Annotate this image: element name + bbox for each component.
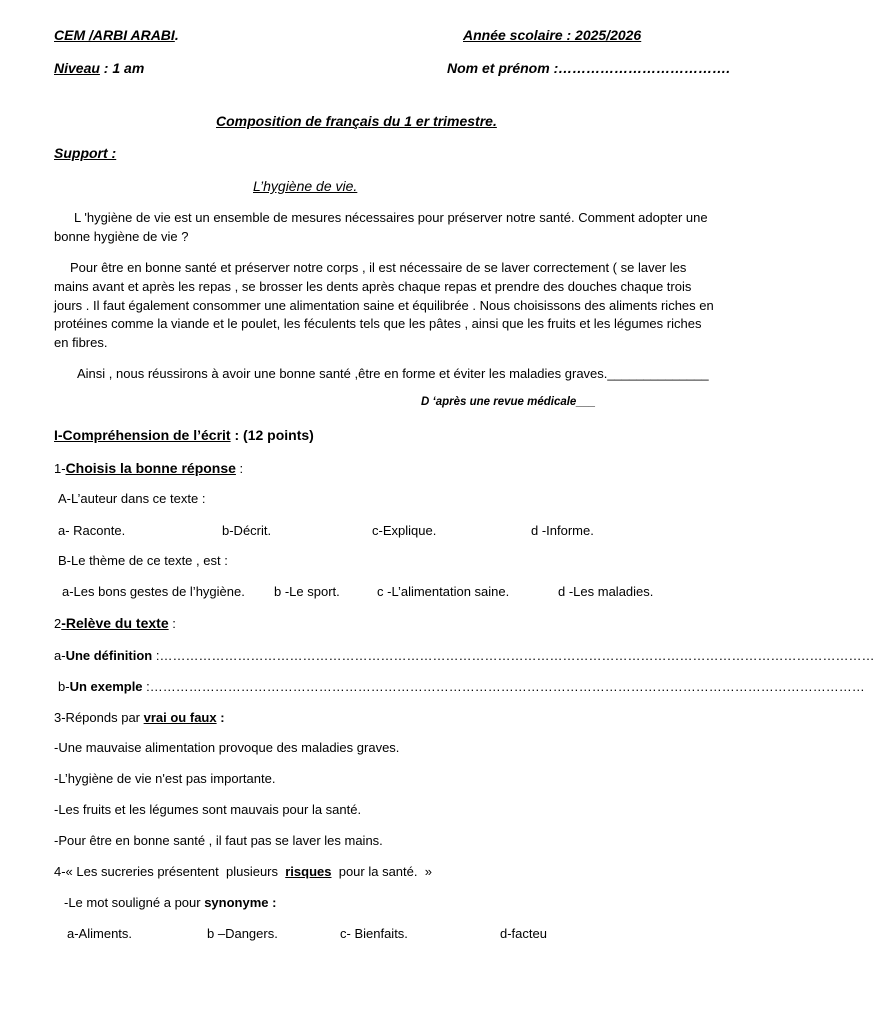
level-label: Niveau <box>54 60 100 76</box>
question-1a-option-c[interactable]: c-Explique. <box>372 523 437 538</box>
question-4-prefix: 4-« Les sucreries présentent plusieurs <box>54 864 286 879</box>
question-1a-prompt: A-L’auteur dans ce texte : <box>58 491 206 506</box>
question-1-label: Choisis la bonne réponse <box>65 460 236 476</box>
support-label: Support : <box>54 145 117 161</box>
question-2a-answer-line[interactable]: :………………………………………………………………………………………………………………………………………………… <box>152 648 874 663</box>
question-2b-prefix: b- <box>58 679 70 694</box>
question-2-label: -Relève du texte <box>61 615 169 631</box>
question-2a-label: Une définition <box>65 648 153 663</box>
question-2a-prefix: a- <box>54 648 66 663</box>
paragraph-3-text: Ainsi , nous réussirons à avoir une bonne santé ,être en forme et éviter les maladies graves. <box>77 366 608 381</box>
question-3-prefix: 3-Réponds par <box>54 710 144 725</box>
question-3 <box>54 710 225 725</box>
question-1-colon: : <box>235 461 244 476</box>
question-4-instruction-prefix: -Le mot souligné a pour <box>64 895 205 910</box>
student-name-field: Nom et prénom :………………………………. <box>447 60 731 76</box>
question-1a-option-d[interactable]: d -Informe. <box>531 523 594 538</box>
paragraph-2: Pour être en bonne santé et préserver notre corps , il est nécessaire de se laver correctement ( se laver les mains avant et après les repas , se brosser les dents après chaque repas et prendre des douches chaque trois jours . Il faut également consommer une alimentation saine et équilibrée . Nous choisissons des aliments riches en protéines comme la viande et le poulet, les féculents tels que les pâtes , ainsi que les fruits et les légumes riches en fibres. <box>54 260 714 351</box>
school-name-dot: . <box>174 27 179 43</box>
question-1a-option-a[interactable]: a- Raconte. <box>58 523 126 538</box>
question-3-item-3: -Les fruits et les légumes sont mauvais pour la santé. <box>54 802 362 817</box>
question-1b-prompt: B-Le thème de ce texte , est : <box>58 553 228 568</box>
section-comprehension <box>54 427 314 443</box>
text-title: L’hygiène de vie. <box>253 178 358 194</box>
paragraph-3 <box>77 366 709 381</box>
page-title: Composition de français du 1 er trimestre. <box>216 113 497 129</box>
question-1 <box>54 460 243 476</box>
question-4-word: risques <box>285 864 332 879</box>
question-1b-option-b[interactable]: b -Le sport. <box>274 584 340 599</box>
question-3-item-2: -L’hygiène de vie n'est pas importante. <box>54 771 276 786</box>
question-4-suffix: pour la santé. » <box>331 864 432 879</box>
level-value: : 1 am <box>99 60 145 76</box>
school-name <box>54 27 179 43</box>
question-2b-label: Un exemple <box>69 679 143 694</box>
school-name-text: CEM /ARBI ARABI <box>54 27 175 43</box>
question-2b-answer-line[interactable]: :………………………………………………………………………………………………………………………………………………… <box>142 679 865 694</box>
section-comprehension-title: I-Compréhension de l’écrit <box>54 427 231 443</box>
question-4-option-a[interactable]: a-Aliments. <box>67 926 133 941</box>
question-2 <box>54 615 176 631</box>
paragraph-1: L 'hygiène de vie est un ensemble de mesures nécessaires pour préserver notre santé. Comment adopter une bonne hygiène de vie ? <box>54 210 708 244</box>
question-4 <box>54 864 432 879</box>
question-4-option-d[interactable]: d-facteu <box>500 926 547 941</box>
level <box>54 60 144 76</box>
text-source: D ‘après une revue médicale___ <box>421 396 596 408</box>
question-2b <box>58 679 865 694</box>
question-4-option-b[interactable]: b –Dangers. <box>207 926 278 941</box>
question-1-number: 1- <box>54 461 66 476</box>
question-1b-option-a[interactable]: a-Les bons gestes de l’hygiène. <box>62 584 245 599</box>
paragraph-3-line: ______________ <box>607 366 709 381</box>
school-year: Année scolaire : 2025/2026 <box>463 27 642 43</box>
question-2a <box>54 648 874 663</box>
question-4-option-c[interactable]: c- Bienfaits. <box>340 926 408 941</box>
question-3-item-1: -Une mauvaise alimentation provoque des maladies graves. <box>54 740 400 755</box>
question-1b-option-c[interactable]: c -L’alimentation saine. <box>377 584 510 599</box>
question-1a-option-b[interactable]: b-Décrit. <box>222 523 272 538</box>
question-1b-option-d[interactable]: d -Les maladies. <box>558 584 654 599</box>
question-2-colon: : <box>168 616 176 631</box>
question-3-item-4: -Pour être en bonne santé , il faut pas se laver les mains. <box>54 833 383 848</box>
question-4-instruction <box>64 895 276 910</box>
question-4-instruction-word: synonyme : <box>204 895 277 910</box>
section-comprehension-points: : (12 points) <box>230 427 314 443</box>
question-3-label: vrai ou faux <box>143 710 217 725</box>
question-2-number: 2 <box>54 616 62 631</box>
question-3-colon: : <box>216 710 225 725</box>
